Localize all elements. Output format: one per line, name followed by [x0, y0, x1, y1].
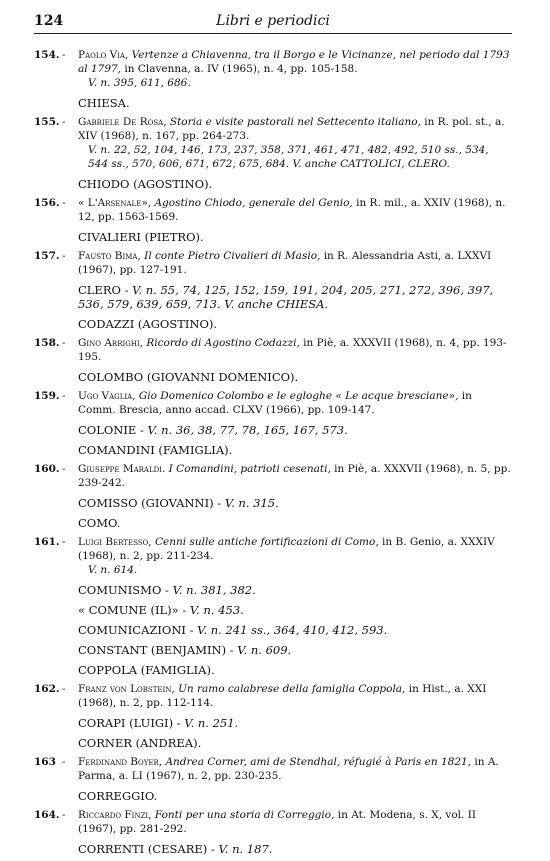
subject-crossref: V. n. 36, 38, 77, 78, 165, 167, 573. — [147, 423, 348, 437]
subject-head-text: CORRENTI (CESARE) - — [78, 842, 215, 856]
bibliography-entry — [34, 249, 512, 277]
subject-head-text: COMISSO (GIOVANNI) - — [78, 496, 222, 510]
subject-head-text: COMUNISMO - — [78, 583, 169, 597]
subject-head-text: COMO. — [78, 516, 121, 530]
entry-number: 155. — [34, 116, 60, 128]
bibliography-entry — [34, 535, 512, 577]
entry-number: 159. — [34, 390, 60, 402]
entry-dash: - — [62, 536, 66, 548]
page-header — [34, 11, 512, 34]
bibliography-entry — [34, 196, 512, 224]
entry-text — [78, 249, 512, 277]
entry-title: Fonti per una storia di Correggio, — [154, 809, 335, 821]
entry-text — [78, 389, 512, 417]
subject-heading — [34, 230, 512, 244]
entry-author: Riccardo Finzi, — [78, 809, 152, 821]
entry-dash: - — [62, 197, 66, 209]
subject-crossref: V. n. 609. — [237, 643, 292, 657]
subject-heading — [34, 623, 512, 637]
entry-dash: - — [62, 390, 66, 402]
subject-head-text: CORREGGIO. — [78, 789, 158, 803]
entry-author: Giuseppe Maraldi. — [78, 463, 166, 475]
entry-citation: in At. Modena, s. X, vol. II (1967), pp. 281-292. — [78, 809, 476, 835]
entry-title: Storia e visite pastorali nel Settecento italiano, — [169, 116, 421, 128]
entry-citation: in R. Alessandria Asti, a. LXXVI (1967), pp. 127-191. — [78, 250, 492, 276]
entry-author: Fausto Bima, — [78, 250, 141, 262]
entry-title: Agostino Chiodo, generale del Genio, — [154, 197, 353, 209]
entry-crossrefs: V. n. 395, 611, 686. — [88, 77, 191, 89]
entry-text — [78, 808, 512, 836]
entry-citation: in R. pol. st., a. XIV (1968), n. 167, pp. 264-273. — [78, 116, 505, 142]
entry-number: 157. — [34, 250, 60, 262]
subject-heading — [34, 736, 512, 750]
entry-author: Gino Arrighi, — [78, 337, 144, 349]
subject-head-text: COMUNICAZIONI - — [78, 623, 194, 637]
subject-head-text: CODAZZI (AGOSTINO). — [78, 317, 218, 331]
entry-text — [78, 462, 512, 490]
entry-dash: - — [62, 250, 66, 262]
bibliography-entry — [34, 389, 512, 417]
bibliography-body — [34, 48, 512, 861]
subject-heading — [34, 496, 512, 510]
subject-heading — [34, 643, 512, 657]
subject-crossref: V. n. 251. — [184, 716, 239, 730]
subject-head-text: CONSTANT (BENJAMIN) - — [78, 643, 234, 657]
entry-crossrefs: V. n. 614. — [88, 564, 138, 576]
entry-title: Andrea Corner, ami de Stendhal, réfugié à Paris en 1821, — [165, 756, 472, 768]
subject-head-text: CHIESA. — [78, 96, 130, 110]
entry-author: Paolo Via, — [78, 49, 129, 61]
subject-heading — [34, 423, 512, 437]
entry-number: 161. — [34, 536, 60, 548]
entry-text — [78, 755, 512, 783]
subject-heading — [34, 283, 512, 311]
subject-heading — [34, 603, 512, 617]
entry-number: 164. — [34, 809, 60, 821]
subject-heading — [34, 789, 512, 803]
entry-number: 156. — [34, 197, 60, 209]
running-head: Libri e periodici — [216, 13, 330, 29]
entry-title: Ricordo di Agostino Codazzi, — [146, 337, 300, 349]
subject-head-text: CORAPI (LUIGI) - — [78, 716, 181, 730]
subject-head-text: COLOMBO (GIOVANNI DOMENICO). — [78, 370, 299, 384]
subject-crossref: V. n. 55, 74, 125, 152, 159, 191, 204, 205, 271, 272, 396, 397, 536, 579, 639, 659, 713. V. anche CHIESA. — [78, 283, 494, 311]
entry-title: Gio Domenico Colombo e le egloghe « Le acque bresciane», — [138, 390, 459, 402]
bibliography-entry — [34, 115, 512, 171]
subject-head-text: COPPOLA (FAMIGLIA). — [78, 663, 215, 677]
subject-crossref: V. n. 453. — [189, 603, 244, 617]
subject-crossref: V. n. 241 ss., 364, 410, 412, 593. — [197, 623, 388, 637]
entry-title: Vertenze a Chiavenna, tra il Borgo e le Vicinanze, nel periodo dal 1793 al 1797, — [78, 49, 510, 75]
subject-head-text: CLERO - — [78, 283, 129, 297]
entry-dash: - — [62, 337, 66, 349]
subject-heading — [34, 663, 512, 677]
subject-heading — [34, 370, 512, 384]
subject-head-text: CHIODO (AGOSTINO). — [78, 177, 213, 191]
bibliography-entry — [34, 336, 512, 364]
entry-text — [78, 535, 512, 563]
subject-heading — [34, 177, 512, 191]
entry-title: Il conte Pietro Civalieri di Masio, — [144, 250, 321, 262]
bibliography-entry — [34, 808, 512, 836]
entry-number: 158. — [34, 337, 60, 349]
entry-author: Ferdinand Boyer, — [78, 756, 163, 768]
entry-citation: in Clavenna, a. IV (1965), n. 4, pp. 105-158. — [121, 63, 358, 75]
bibliography-entry — [34, 462, 512, 490]
subject-heading — [34, 583, 512, 597]
entry-dash: - — [62, 463, 66, 475]
entry-dash: - — [62, 756, 66, 768]
entry-citation: in B. Genio, a. XXXIV (1968), n. 2, pp. 211-234. — [78, 536, 495, 562]
subject-heading — [34, 716, 512, 730]
entry-author: Ugo Vaglia, — [78, 390, 136, 402]
entry-citation: in Comm. Brescia, anno accad. CLXV (1966), pp. 109-147. — [78, 390, 472, 416]
bibliography-entry — [34, 682, 512, 710]
entry-number: 163 — [34, 756, 56, 768]
page-number: 124 — [34, 13, 64, 29]
subject-heading — [34, 516, 512, 530]
subject-head-text: CORNER (ANDREA). — [78, 736, 202, 750]
subject-crossref: V. n. 381, 382. — [172, 583, 256, 597]
subject-heading — [34, 443, 512, 457]
bibliography-entry — [34, 755, 512, 783]
entry-author: « L'Arsenale», — [78, 197, 152, 209]
subject-heading — [34, 842, 512, 856]
entry-title: I Comandini, patrioti cesenati, — [168, 463, 331, 475]
entry-dash: - — [62, 116, 66, 128]
entry-author: Luigi Bertesso, — [78, 536, 152, 548]
entry-text — [78, 196, 512, 224]
subject-head-text: COMANDINI (FAMIGLIA). — [78, 443, 233, 457]
subject-heading — [34, 317, 512, 331]
entry-title: Cenni sulle antiche fortificazioni di Como, — [154, 536, 379, 548]
entry-title: Un ramo calabrese della famiglia Coppola, — [178, 683, 406, 695]
entry-dash: - — [62, 49, 66, 61]
entry-dash: - — [62, 809, 66, 821]
subject-head-text: COLONIE - — [78, 423, 144, 437]
entry-author: Gabriele De Rosa, — [78, 116, 167, 128]
entry-number: 154. — [34, 49, 60, 61]
entry-citation: in Piè, a. XXXVII (1968), n. 4, pp. 193-195. — [78, 337, 507, 363]
entry-crossrefs: V. n. 22, 52, 104, 146, 173, 237, 358, 371, 461, 471, 482, 492, 510 ss., 534, 544 ss., 570, 606, 671, 672, 675, 684. V. anche CATTOLICI, CLERO. — [88, 144, 489, 170]
entry-author: Franz von Lobstein, — [78, 683, 175, 695]
entry-citation: in Hist., a. XXI (1968), n. 2, pp. 112-114. — [78, 683, 487, 709]
entry-citation: in R. mil., a. XXIV (1968), n. 12, pp. 1563-1569. — [78, 197, 506, 223]
subject-head-text: « COMUNE (IL)» - — [78, 603, 187, 617]
subject-heading — [34, 96, 512, 110]
entry-text — [78, 48, 512, 76]
subject-crossref: V. n. 315. — [224, 496, 279, 510]
entry-citation: in Piè, a. XXXVII (1968), n. 5, pp. 239-242. — [78, 463, 511, 489]
entry-number: 162. — [34, 683, 60, 695]
entry-text — [78, 682, 512, 710]
entry-text — [78, 115, 512, 143]
entry-text — [78, 336, 512, 364]
bibliography-entry — [34, 48, 512, 90]
entry-dash: - — [62, 683, 66, 695]
subject-crossref: V. n. 187. — [218, 842, 273, 856]
subject-head-text: CIVALIERI (PIETRO). — [78, 230, 204, 244]
entry-number: 160. — [34, 463, 60, 475]
entry-citation: in A. Parma, a. LI (1967), n. 2, pp. 230-235. — [78, 756, 499, 782]
